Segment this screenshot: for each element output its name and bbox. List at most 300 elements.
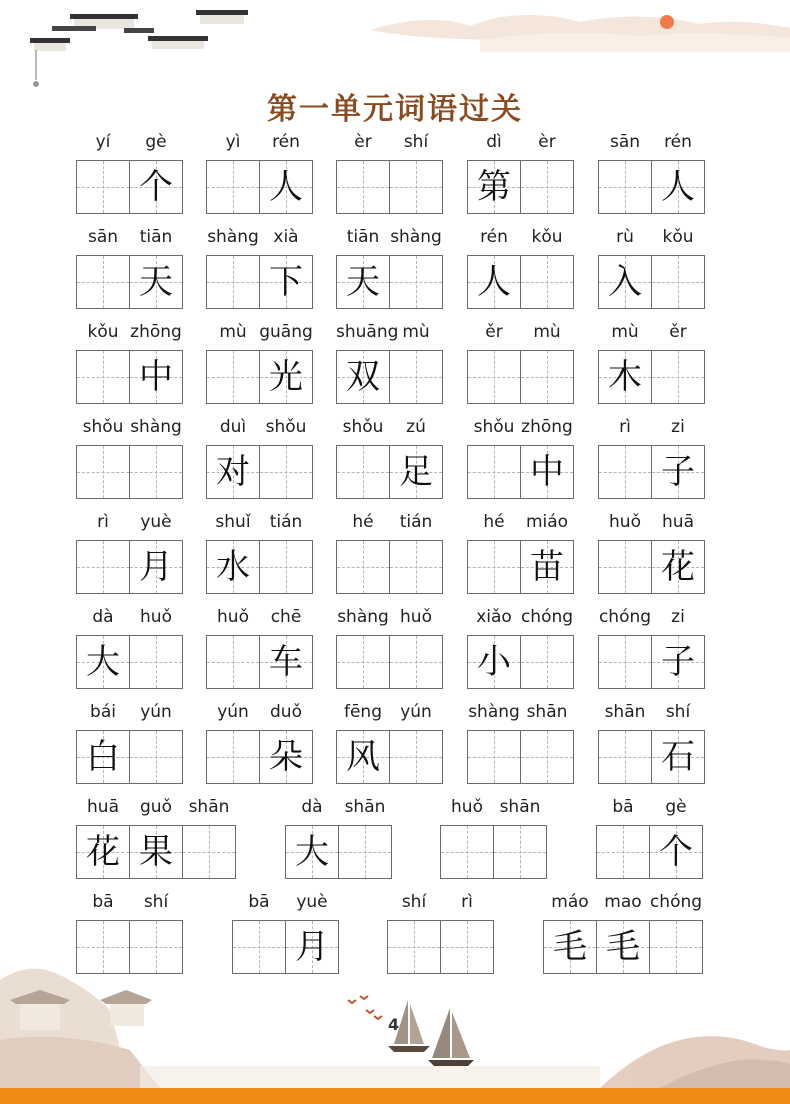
birds-icon: [348, 996, 382, 1019]
character: [207, 636, 259, 688]
word-box: [467, 322, 574, 350]
pinyin-label: mù: [402, 322, 430, 342]
word-box: [596, 797, 703, 872]
character: 人: [477, 262, 511, 302]
bottom-bar: [0, 1088, 790, 1104]
character: [652, 256, 704, 308]
writing-cell: [389, 445, 443, 499]
pinyin-label: rén: [664, 132, 692, 152]
pinyin-row: [440, 797, 547, 825]
character: [521, 256, 573, 308]
word-box: [467, 702, 574, 730]
writing-cell: [467, 160, 521, 214]
writing-cell: [598, 255, 652, 309]
pinyin-row: [206, 607, 313, 635]
sailboat-illustration: [388, 1000, 474, 1066]
writing-cell: [129, 540, 183, 594]
writing-cell: [336, 730, 390, 784]
pinyin-label: hé: [352, 512, 374, 532]
character: [388, 921, 440, 973]
writing-cells: [206, 445, 313, 499]
writing-cell: [206, 350, 260, 404]
mountain-illustration-top: [370, 15, 790, 52]
pinyin-label: tiān: [139, 227, 173, 247]
pinyin-label: bā: [92, 892, 114, 912]
pinyin-row: [543, 892, 703, 920]
character: [77, 256, 129, 308]
word-box: [76, 132, 183, 207]
pinyin-label: kǒu: [531, 227, 563, 247]
word-box: [336, 417, 443, 492]
character: 石: [661, 737, 695, 777]
pinyin-label: ěr: [669, 322, 687, 342]
pinyin-label: bā: [612, 797, 634, 817]
writing-cell: [76, 920, 130, 974]
pinyin-label: èr: [354, 132, 372, 152]
pinyin-label: kǒu: [662, 227, 694, 247]
pinyin-label: shuāng: [336, 322, 399, 342]
character: 中: [530, 452, 564, 492]
writing-cell: [285, 920, 339, 974]
pinyin-label: yuè: [296, 892, 328, 912]
writing-cells: [467, 255, 574, 309]
word-box: [440, 797, 547, 825]
pinyin-label: gè: [665, 797, 687, 817]
page-number: 4: [388, 1015, 400, 1034]
writing-cell: [596, 920, 650, 974]
character: [521, 636, 573, 688]
pinyin-label: mù: [533, 322, 561, 342]
writing-cells: [206, 540, 313, 594]
character: 足: [399, 452, 433, 492]
writing-cell: [129, 730, 183, 784]
pinyin-label: shí: [401, 892, 427, 912]
character: 白: [86, 737, 120, 777]
writing-cell: [520, 540, 574, 594]
pinyin-label: rì: [619, 417, 631, 437]
pinyin-row: [76, 607, 183, 635]
writing-cells: [336, 445, 443, 499]
character: 毛: [606, 927, 640, 967]
character: [468, 541, 520, 593]
word-box: [467, 417, 574, 492]
writing-cells: [206, 255, 313, 309]
writing-cell: [467, 540, 521, 594]
writing-cells: [76, 730, 183, 784]
writing-cell: [651, 160, 705, 214]
writing-cells: [76, 350, 183, 404]
word-box: [387, 892, 494, 920]
word-box: [336, 512, 443, 540]
writing-cells: [76, 160, 183, 214]
pinyin-row: [76, 322, 183, 350]
word-box: [543, 892, 703, 967]
character: [521, 731, 573, 783]
character: [390, 636, 442, 688]
pinyin-label: zi: [671, 607, 685, 627]
word-box: [467, 512, 574, 587]
writing-cell: [129, 350, 183, 404]
pinyin-label: huā: [662, 512, 694, 532]
writing-cell: [206, 445, 260, 499]
writing-cell: [651, 445, 705, 499]
character: [130, 731, 182, 783]
word-box: [232, 892, 339, 967]
writing-cells: [467, 730, 574, 784]
writing-cells: [336, 160, 443, 214]
pinyin-label: shàng: [207, 227, 259, 247]
pinyin-label: huǒ: [140, 607, 172, 627]
pinyin-label: huǒ: [400, 607, 432, 627]
character: [130, 636, 182, 688]
character: 个: [659, 832, 693, 872]
writing-cell: [520, 730, 574, 784]
writing-cell: [467, 255, 521, 309]
writing-cells: [232, 920, 339, 974]
character: 花: [86, 832, 120, 872]
writing-cells: [336, 350, 443, 404]
writing-cell: [389, 160, 443, 214]
pinyin-label: kǒu: [87, 322, 119, 342]
writing-cells: [467, 160, 574, 214]
word-box: [336, 702, 443, 777]
pinyin-row: [76, 227, 183, 255]
pinyin-label: yuè: [140, 512, 172, 532]
pinyin-row: [598, 417, 705, 445]
word-box: [598, 227, 705, 302]
writing-cell: [520, 160, 574, 214]
character: [77, 921, 129, 973]
character: 风: [346, 737, 380, 777]
character: 木: [608, 357, 642, 397]
word-box: [76, 702, 183, 777]
word-box: [598, 512, 705, 587]
writing-cell: [467, 635, 521, 689]
character: 大: [86, 642, 120, 682]
pinyin-label: guāng: [259, 322, 313, 342]
pinyin-label: shān: [604, 702, 646, 722]
pinyin-label: dà: [301, 797, 323, 817]
writing-cells: [598, 255, 705, 309]
page-title: 第一单元词语过关: [267, 92, 523, 127]
writing-cell: [338, 825, 392, 879]
character: 天: [139, 262, 173, 302]
word-box: [467, 607, 574, 682]
writing-cell: [129, 160, 183, 214]
writing-cell: [259, 255, 313, 309]
character: [652, 351, 704, 403]
writing-cell: [129, 920, 183, 974]
pinyin-row: [467, 417, 574, 445]
writing-cell: [598, 540, 652, 594]
pinyin-row: [76, 797, 236, 825]
character: [390, 731, 442, 783]
pinyin-row: [76, 132, 183, 160]
writing-cell: [76, 445, 130, 499]
pinyin-label: mao: [604, 892, 642, 912]
word-box: [206, 417, 313, 492]
writing-cell: [206, 635, 260, 689]
character: [77, 541, 129, 593]
pinyin-row: [206, 702, 313, 730]
pinyin-label: chóng: [598, 607, 652, 627]
writing-cell: [389, 730, 443, 784]
pinyin-label: tiān: [346, 227, 380, 247]
word-box: [467, 227, 574, 302]
writing-cell: [389, 255, 443, 309]
writing-cell: [76, 160, 130, 214]
writing-cell: [76, 730, 130, 784]
pinyin-label: shí: [143, 892, 169, 912]
character: 入: [608, 262, 642, 302]
pinyin-label: shǒu: [82, 417, 124, 437]
character: [207, 256, 259, 308]
character: [494, 826, 546, 878]
character: 光: [269, 357, 303, 397]
character: [339, 826, 391, 878]
pinyin-row: [232, 892, 339, 920]
pinyin-label: shān: [499, 797, 541, 817]
pinyin-label: huǒ: [609, 512, 641, 532]
writing-cells: [598, 635, 705, 689]
writing-cell: [467, 445, 521, 499]
word-box: [598, 702, 705, 777]
word-box: [206, 607, 313, 682]
pinyin-label: yì: [225, 132, 241, 152]
pinyin-row: [76, 417, 183, 445]
character: [390, 256, 442, 308]
pinyin-label: guǒ: [140, 797, 172, 817]
character: [599, 541, 651, 593]
character: [390, 541, 442, 593]
pinyin-label: shí: [403, 132, 429, 152]
character: 中: [139, 357, 173, 397]
writing-cell: [598, 730, 652, 784]
writing-cells: [76, 825, 236, 879]
pinyin-row: [336, 512, 443, 540]
pinyin-label: tián: [399, 512, 433, 532]
pinyin-label: shǒu: [265, 417, 307, 437]
writing-cell: [651, 540, 705, 594]
character: [599, 161, 651, 213]
word-box: [598, 132, 705, 207]
writing-cell: [389, 635, 443, 689]
pinyin-label: shān: [526, 702, 568, 722]
character: 朵: [269, 737, 303, 777]
writing-cell: [598, 160, 652, 214]
character: [337, 446, 389, 498]
character: [207, 161, 259, 213]
pinyin-label: yún: [140, 702, 172, 722]
writing-cell: [129, 825, 183, 879]
character: [130, 446, 182, 498]
writing-cell: [285, 825, 339, 879]
pinyin-row: [598, 322, 705, 350]
village-illustration: [0, 969, 160, 1088]
writing-cell: [440, 920, 494, 974]
writing-cell: [129, 255, 183, 309]
pinyin-row: [598, 132, 705, 160]
writing-cell: [649, 825, 703, 879]
pinyin-row: [336, 227, 443, 255]
character: 人: [269, 167, 303, 207]
writing-cells: [206, 160, 313, 214]
pinyin-row: [467, 322, 574, 350]
pinyin-row: [336, 132, 443, 160]
word-box: [76, 322, 183, 397]
writing-cells: [76, 920, 183, 974]
character: [130, 921, 182, 973]
pinyin-row: [387, 892, 494, 920]
character: 毛: [553, 927, 587, 967]
pinyin-label: xià: [273, 227, 299, 247]
character: 小: [477, 642, 511, 682]
pinyin-row: [598, 227, 705, 255]
character: 车: [269, 642, 303, 682]
writing-cells: [543, 920, 703, 974]
pinyin-label: hé: [483, 512, 505, 532]
writing-cell: [440, 825, 494, 879]
pinyin-label: rén: [272, 132, 300, 152]
pinyin-label: rù: [616, 227, 634, 247]
writing-cell: [129, 635, 183, 689]
pinyin-row: [76, 512, 183, 540]
pinyin-row: [598, 512, 705, 540]
sun-icon: [660, 15, 674, 29]
word-box: [76, 797, 236, 872]
character: [233, 921, 285, 973]
word-box: [206, 512, 313, 587]
writing-cells: [336, 255, 443, 309]
writing-cell: [76, 350, 130, 404]
writing-cell: [206, 255, 260, 309]
writing-cell: [76, 825, 130, 879]
pinyin-label: bái: [90, 702, 116, 722]
writing-cell: [206, 160, 260, 214]
writing-cells: [285, 825, 392, 879]
word-box: [76, 892, 183, 920]
character: 大: [295, 832, 329, 872]
pinyin-row: [285, 797, 392, 825]
character: [521, 351, 573, 403]
pinyin-label: shān: [344, 797, 386, 817]
character: [597, 826, 649, 878]
word-box: [598, 417, 705, 492]
character: [599, 446, 651, 498]
pinyin-label: chē: [270, 607, 302, 627]
pinyin-label: rì: [97, 512, 109, 532]
pinyin-label: shàng: [468, 702, 520, 722]
character: 第: [477, 167, 511, 207]
pinyin-row: [467, 512, 574, 540]
character: [337, 636, 389, 688]
writing-cell: [596, 825, 650, 879]
word-box: [336, 607, 443, 635]
pinyin-label: shàng: [130, 417, 182, 437]
pinyin-label: rén: [480, 227, 508, 247]
pinyin-label: yún: [217, 702, 249, 722]
character: [468, 731, 520, 783]
character: [77, 161, 129, 213]
writing-cell: [649, 920, 703, 974]
word-box: [76, 417, 183, 445]
pinyin-row: [206, 227, 313, 255]
pinyin-label: mù: [611, 322, 639, 342]
writing-cells: [467, 540, 574, 594]
character: [441, 921, 493, 973]
pinyin-label: zi: [671, 417, 685, 437]
pinyin-label: dà: [92, 607, 114, 627]
writing-cell: [206, 540, 260, 594]
character: [337, 541, 389, 593]
writing-cell: [651, 635, 705, 689]
writing-cell: [336, 445, 390, 499]
writing-cell: [259, 350, 313, 404]
pinyin-label: duì: [219, 417, 247, 437]
writing-cells: [440, 825, 547, 879]
writing-cell: [467, 730, 521, 784]
character: 花: [661, 547, 695, 587]
word-box: [336, 227, 443, 302]
word-box: [206, 227, 313, 302]
writing-cells: [598, 540, 705, 594]
writing-cells: [387, 920, 494, 974]
writing-cells: [336, 635, 443, 689]
writing-cells: [467, 445, 574, 499]
character: 子: [661, 452, 695, 492]
character: [260, 541, 312, 593]
pinyin-label: zhōng: [521, 417, 573, 437]
character: 下: [269, 262, 303, 302]
pinyin-label: sān: [609, 132, 641, 152]
pinyin-row: [467, 702, 574, 730]
word-box: [76, 512, 183, 587]
character: [77, 446, 129, 498]
character: 个: [139, 167, 173, 207]
writing-cell: [598, 635, 652, 689]
character: [77, 351, 129, 403]
pinyin-label: shǒu: [473, 417, 515, 437]
pinyin-row: [336, 702, 443, 730]
word-box: [76, 227, 183, 302]
word-box: [336, 132, 443, 160]
pinyin-label: zú: [406, 417, 426, 437]
writing-cells: [206, 350, 313, 404]
pinyin-row: [598, 702, 705, 730]
pinyin-label: shuǐ: [215, 512, 251, 532]
writing-cells: [598, 445, 705, 499]
character: 果: [139, 832, 173, 872]
writing-cell: [389, 540, 443, 594]
writing-cells: [76, 635, 183, 689]
character: 月: [295, 927, 329, 967]
pinyin-label: tián: [269, 512, 303, 532]
pinyin-label: zhōng: [130, 322, 182, 342]
pinyin-label: miáo: [525, 512, 569, 532]
writing-cell: [389, 350, 443, 404]
writing-cell: [259, 540, 313, 594]
pinyin-row: [336, 322, 443, 350]
pinyin-row: [76, 702, 183, 730]
word-box: [206, 322, 313, 397]
pinyin-row: [206, 322, 313, 350]
character: [599, 636, 651, 688]
writing-cell: [493, 825, 547, 879]
pinyin-label: xiǎo: [476, 607, 512, 627]
writing-cells: [206, 635, 313, 689]
character: [468, 446, 520, 498]
character: [260, 446, 312, 498]
